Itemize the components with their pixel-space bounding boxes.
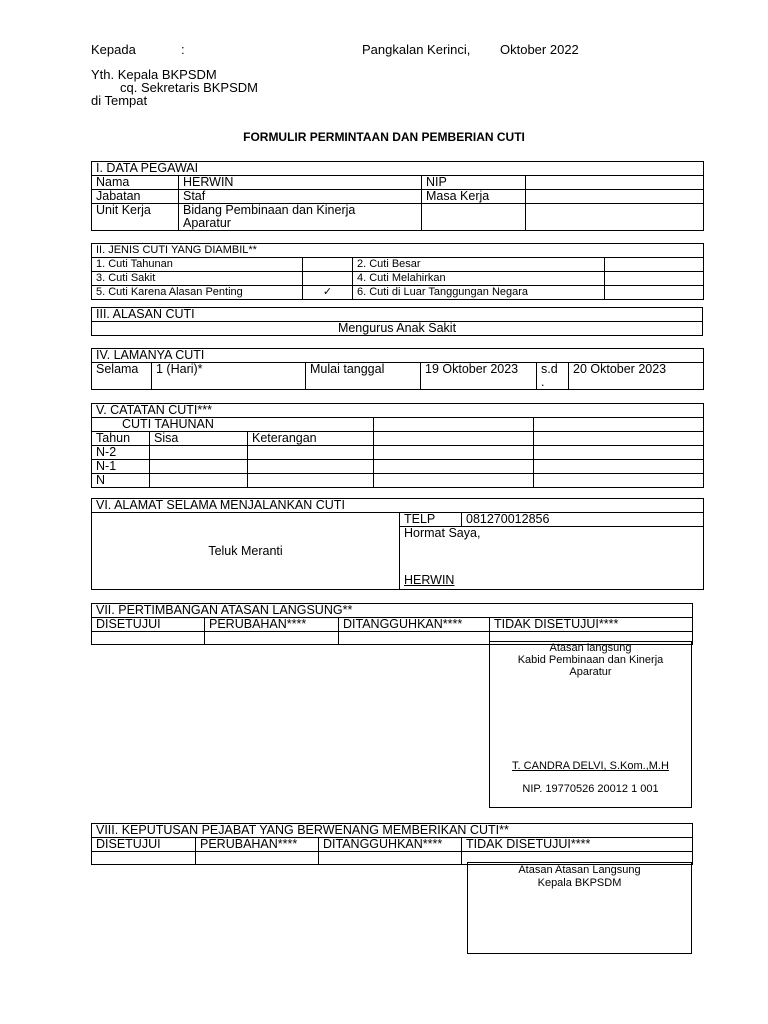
supervisor-role-1: Atasan langsung xyxy=(549,642,632,654)
decision-perubahan-box[interactable] xyxy=(205,632,339,645)
section-heading: VI. ALAMAT SELAMA MENJALANKAN CUTI xyxy=(92,499,704,513)
year-row-label: N-1 xyxy=(92,460,150,474)
section-heading: II. JENIS CUTI YANG DIAMBIL** xyxy=(92,244,704,258)
col-perubahan: PERUBAHAN**** xyxy=(205,618,339,632)
section-lamanya-cuti xyxy=(91,348,704,390)
empty-cell xyxy=(374,446,534,460)
sd-label-line-1: s.d xyxy=(541,362,558,376)
empty-cell xyxy=(374,432,534,446)
start-date: 19 Oktober 2023 xyxy=(421,363,537,390)
section-heading: IV. LAMANYA CUTI xyxy=(92,349,704,363)
empty-cell xyxy=(534,474,704,488)
empty-cell xyxy=(150,474,248,488)
empty-cell xyxy=(374,474,534,488)
telp-value: 081270012856 xyxy=(462,513,704,527)
section-heading: V. CATATAN CUTI*** xyxy=(92,404,704,418)
col-tidak-disetujui: TIDAK DISETUJUI**** xyxy=(490,618,693,632)
sd-label-line-2: . xyxy=(541,375,545,389)
empty-cell xyxy=(248,474,374,488)
leave-type-label: 3. Cuti Sakit xyxy=(92,272,303,286)
empty-cell xyxy=(150,460,248,474)
year-row-label: N xyxy=(92,474,150,488)
jabatan-value: Staf xyxy=(179,190,422,204)
mulai-label: Mulai tanggal xyxy=(306,363,421,390)
leave-type-mark[interactable] xyxy=(605,258,704,272)
nama-value: HERWIN xyxy=(179,176,422,190)
nip-label: NIP xyxy=(422,176,526,190)
section-heading: I. DATA PEGAWAI xyxy=(92,162,704,176)
empty-cell xyxy=(534,432,704,446)
unit-kerja-label: Unit Kerja xyxy=(92,204,179,231)
decision-disetujui-box[interactable] xyxy=(92,632,205,645)
unit-kerja-line-1: Bidang Pembinaan dan Kinerja xyxy=(183,203,356,217)
kepada-colon: : xyxy=(181,42,185,57)
employee-signer-name: HERWIN xyxy=(404,573,455,587)
year-row-label: N-2 xyxy=(92,446,150,460)
unit-kerja-line-2: Aparatur xyxy=(183,216,231,230)
section-alasan-cuti xyxy=(91,307,703,336)
kepada-label: Kepada xyxy=(91,42,136,57)
col-ditangguhkan: DITANGGUHKAN**** xyxy=(339,618,490,632)
nama-label: Nama xyxy=(92,176,179,190)
section-heading: VIII. KEPUTUSAN PEJABAT YANG BERWENANG MEMBERIKAN CUTI** xyxy=(92,824,693,838)
decision-disetujui-box[interactable] xyxy=(92,852,196,865)
cuti-tahunan-subheading: CUTI TAHUNAN xyxy=(92,418,374,432)
col-ditangguhkan: DITANGGUHKAN**** xyxy=(319,838,462,852)
leave-type-mark[interactable] xyxy=(303,272,353,286)
month-year: Oktober 2022 xyxy=(500,42,579,57)
masa-kerja-label: Masa Kerja xyxy=(422,190,526,204)
unit-kerja-empty-1 xyxy=(422,204,526,231)
empty-cell xyxy=(534,460,704,474)
empty-cell xyxy=(534,418,704,432)
duration-value: 1 (Hari)* xyxy=(152,363,306,390)
unit-kerja-value xyxy=(179,204,422,231)
leave-type-label: 2. Cuti Besar xyxy=(353,258,605,272)
official-role-1: Atasan Atasan Langsung xyxy=(518,864,641,876)
section-heading: III. ALASAN CUTI xyxy=(92,308,703,322)
sd-label xyxy=(537,363,569,390)
official-role-2: Kepala BKPSDM xyxy=(537,877,622,889)
leave-type-label: 6. Cuti di Luar Tanggungan Negara xyxy=(353,286,605,300)
leave-type-label: 4. Cuti Melahirkan xyxy=(353,272,605,286)
leave-type-mark[interactable] xyxy=(303,258,353,272)
section-data-pegawai xyxy=(91,161,704,231)
unit-kerja-empty-2 xyxy=(526,204,704,231)
empty-cell xyxy=(374,418,534,432)
supervisor-nip: NIP. 19770526 20012 1 001 xyxy=(522,783,659,795)
section-heading: VII. PERTIMBANGAN ATASAN LANGSUNG** xyxy=(92,604,693,618)
addressee-line-1: Yth. Kepala BKPSDM xyxy=(91,67,217,82)
leave-reason: Mengurus Anak Sakit xyxy=(92,322,703,336)
col-disetujui: DISETUJUI xyxy=(92,838,196,852)
leave-type-label: 5. Cuti Karena Alasan Penting xyxy=(92,286,303,300)
leave-type-label: 1. Cuti Tahunan xyxy=(92,258,303,272)
jabatan-label: Jabatan xyxy=(92,190,179,204)
empty-cell xyxy=(248,460,374,474)
decision-ditangguhkan-box[interactable] xyxy=(319,852,462,865)
masa-kerja-value xyxy=(526,190,704,204)
nip-value xyxy=(526,176,704,190)
supervisor-role-2: Kabid Pembinaan dan Kinerja xyxy=(517,654,664,666)
regards-text: Hormat Saya, xyxy=(404,526,481,540)
col-disetujui: DISETUJUI xyxy=(92,618,205,632)
col-sisa: Sisa xyxy=(150,432,248,446)
supervisor-name: T. CANDRA DELVI, S.Kom.,M.H xyxy=(512,760,669,772)
addressee-line-3: di Tempat xyxy=(91,93,148,108)
decision-perubahan-box[interactable] xyxy=(196,852,319,865)
section-alamat-cuti xyxy=(91,498,704,590)
leave-type-mark[interactable] xyxy=(605,286,704,300)
checkmark-icon[interactable]: ✓ xyxy=(303,286,353,300)
official-signature-box xyxy=(467,862,692,954)
employee-signature-box xyxy=(400,527,704,590)
end-date: 20 Oktober 2023 xyxy=(569,363,704,390)
empty-cell xyxy=(374,460,534,474)
section-pertimbangan-atasan xyxy=(91,603,693,645)
empty-cell xyxy=(534,446,704,460)
section-keputusan-pejabat xyxy=(91,823,693,865)
col-keterangan: Keterangan xyxy=(248,432,374,446)
empty-cell xyxy=(248,446,374,460)
col-tahun: Tahun xyxy=(92,432,150,446)
addressee-line-2: cq. Sekretaris BKPSDM xyxy=(120,80,258,95)
leave-address: Teluk Meranti xyxy=(92,513,400,590)
place-date: Pangkalan Kerinci, xyxy=(362,42,471,57)
empty-cell xyxy=(150,446,248,460)
telp-label: TELP xyxy=(400,513,462,527)
form-title: FORMULIR PERMINTAAN DAN PEMBERIAN CUTI xyxy=(243,130,525,144)
selama-label: Selama xyxy=(92,363,152,390)
section-catatan-cuti xyxy=(91,403,704,488)
col-perubahan: PERUBAHAN**** xyxy=(196,838,319,852)
supervisor-signature-box xyxy=(489,641,692,808)
col-tidak-disetujui: TIDAK DISETUJUI**** xyxy=(462,838,693,852)
decision-ditangguhkan-box[interactable] xyxy=(339,632,490,645)
leave-type-mark[interactable] xyxy=(605,272,704,286)
section-jenis-cuti xyxy=(91,243,704,300)
supervisor-role-3: Aparatur xyxy=(569,666,612,678)
